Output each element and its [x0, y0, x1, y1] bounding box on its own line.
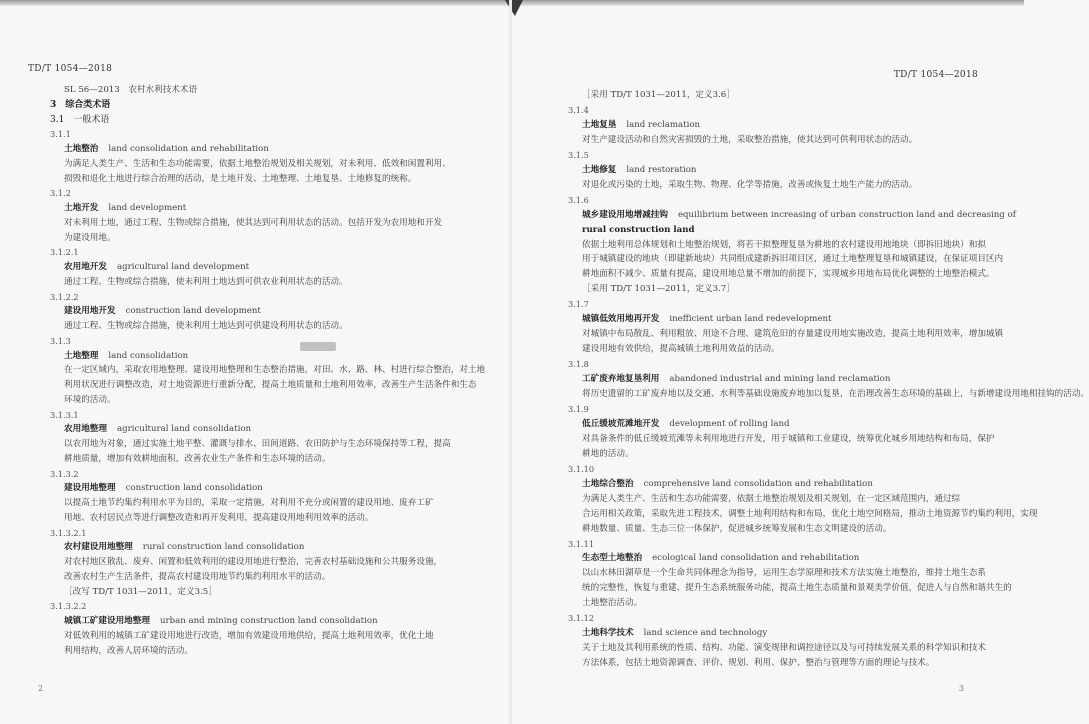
text-line: [64, 364, 490, 376]
clause-number: [50, 527, 490, 539]
text-line: [64, 630, 490, 642]
term-heading: [582, 313, 986, 325]
term-heading: [582, 209, 1016, 221]
line-text: 3.1.12: [568, 613, 595, 624]
clause-number: [568, 298, 986, 310]
line-text: 关于土地及其利用系统的性质、结构、功能、演变规律和调控途径以及与可持续发展关系的科学知识和技术: [582, 643, 986, 654]
clause-number: [50, 335, 490, 347]
line-text: 3.1.11: [568, 538, 595, 549]
text-line: [582, 493, 986, 505]
text-line: [64, 394, 490, 406]
term-heading: [64, 423, 490, 435]
line-text: 生态型土地整治: [582, 553, 643, 564]
line-text: 土地复垦: [582, 119, 617, 130]
line-text: 土地整治活动。: [582, 598, 643, 609]
text-line: [582, 433, 995, 445]
clause-number: [50, 600, 490, 612]
text-line: [582, 179, 986, 191]
line-text: 土地整治: [64, 144, 99, 154]
term-english: land reclamation: [626, 119, 701, 130]
text-line: [582, 523, 986, 535]
text-line: [582, 388, 1089, 400]
text-line: [64, 571, 490, 583]
line-text: 通过工程、生物或综合措施，使未利用土地达到可供农业利用状态的活动。: [64, 276, 348, 287]
term-english: construction land development: [125, 306, 261, 317]
term-heading: [582, 164, 986, 176]
line-text: 土地整理: [64, 350, 99, 361]
term-heading: [582, 418, 986, 430]
text-line: [582, 89, 986, 101]
left-page-number: 2: [38, 684, 44, 693]
line-text: 3.1.5: [568, 149, 589, 160]
clause-number: [568, 463, 986, 475]
clause-number: [568, 194, 986, 206]
term-english: development of rolling land: [669, 418, 790, 429]
line-text: 合运用相关政策，采取先进工程技术，调整土地利用结构和布局，优化土地空间格局，推动土地资源节约集约利用，实现: [582, 508, 1038, 519]
term-english: agricultural land consolidation: [116, 424, 252, 435]
term-heading: [64, 261, 490, 273]
line-text: 用于城镇建设的地块（即建新地块）共同组成建新拆旧项目区，通过土地整理复垦和城镇建设，在保证项目区内: [582, 254, 1004, 265]
text-line: [64, 217, 490, 229]
line-text: 损毁和退化土地进行综合治理的活动，是土地开发、土地整理、土地复垦、土地修复的统称。: [64, 173, 417, 184]
line-text: 以提高土地节约集约利用水平为目的，采取一定措施，对利用不充分或闲置的建设用地、废弃工矿: [64, 498, 434, 508]
line-text: 用地、农村居民点等进行调整改造和再开发利用，提高建设用地利用效率的活动。: [64, 512, 374, 523]
line-text: 城乡建设用地增减挂钩: [582, 209, 668, 220]
text-line: [64, 556, 490, 568]
term-english: equilibrium between increasing of urban construction land and decreasing of: [677, 209, 1016, 220]
line-text: 建设用地整理: [64, 483, 116, 494]
clause-number: [50, 187, 490, 199]
clause-number: [568, 149, 986, 161]
text-line: [582, 597, 986, 609]
line-text: 对城镇中布局散乱、利用粗放、用途不合理、建筑危旧的存量建设用地实施改造，提高土地利用效率，增加城镇: [582, 329, 1004, 340]
term-heading: [582, 373, 986, 385]
line-text: 建设用地开发: [64, 306, 116, 317]
text-line: [64, 586, 490, 598]
term-heading: [64, 541, 490, 553]
line-text: 土地开发: [64, 203, 99, 213]
term-english: construction land consolidation: [125, 483, 263, 494]
line-text: rural construction land: [582, 224, 695, 235]
text-line: [64, 173, 490, 185]
clause-number: [568, 104, 986, 116]
text-line: [64, 453, 490, 465]
text-line: [582, 642, 986, 654]
line-text: 方法体系，包括土地资源调查、评价、规划、利用、保护、整治与管理等方面的理论与技术。: [582, 658, 935, 669]
clause-number: [568, 612, 986, 624]
line-text: 环境的活动。: [64, 394, 116, 405]
line-text: 土地修复: [582, 164, 617, 175]
line-text: 农用地开发: [64, 262, 107, 272]
term-english: comprehensive land consolidation and rehabilitation: [643, 478, 873, 489]
line-text: 在一定区域内，采取农用地整理、建设用地整理和生态整治措施，对田、水、路、林、村进行综合整治，对土地: [64, 365, 486, 376]
line-text: 耕地的活动。: [582, 448, 634, 459]
line-text: 利用结构，改善人居环境的活动。: [64, 645, 193, 656]
line-text: 耕地质量，增加有效耕地面积，改善农业生产条件和生态环境的活动。: [64, 453, 331, 464]
term-english: land consolidation: [108, 350, 189, 361]
line-text: 3.1.6: [568, 194, 589, 205]
line-text: 3.1 一般术语: [50, 114, 110, 125]
line-text: 农用地整理: [64, 424, 107, 435]
term-english: rural construction land consolidation: [142, 542, 305, 553]
line-text: 对具备条件的低丘缓坡荒滩等未利用地进行开发，用于城镇和工业建设，统筹优化城乡用地结构和布局，保护: [582, 433, 995, 444]
line-text: 为建设用地。: [64, 232, 116, 243]
term-heading: [582, 552, 986, 564]
line-text: 低丘缓坡荒滩地开发: [582, 418, 660, 429]
text-line: [582, 268, 995, 280]
term-english: land consolidation and rehabilitation: [108, 144, 269, 154]
term-english: land science and technology: [643, 628, 768, 639]
term-heading: [64, 305, 490, 317]
section-heading: [50, 114, 490, 126]
line-text: 对未利用土地，通过工程、生物或综合措施，使其达到可利用状态的活动。包括开发为农用地和开发: [64, 217, 443, 228]
line-text: 3.1.3.2.2: [50, 601, 87, 612]
line-text: 对农村地区散乱、废弃、闲置和低效利用的建设用地进行整治，完善农村基础设施和公共服务设施，: [64, 557, 443, 567]
line-text: 3.1.2: [50, 188, 71, 199]
line-text: 依据土地利用总体规划和土地整治规划，将若干拟整理复垦为耕地的农村建设用地地块（即拆旧地块）和拟: [582, 239, 986, 250]
line-text: 3.1.3.2: [50, 468, 79, 479]
text-line: [582, 448, 986, 460]
term-heading: [64, 350, 490, 362]
line-text: 通过工程、生物或综合措施，使未利用土地达到可供建设利用状态的活动。: [64, 321, 348, 331]
line-text: 3.1.2.2: [50, 291, 79, 302]
line-text: 3.1.3.1: [50, 409, 79, 420]
line-text: 土地科学技术: [582, 628, 634, 639]
line-text: 以山水林田湖草是一个生命共同体理念为指导，运用生态学原理和技术方法实施土地整治，维持土地生态系: [582, 568, 986, 579]
text-line: [64, 438, 490, 450]
text-line: [582, 134, 986, 146]
line-text: 3.1.3: [50, 335, 71, 346]
text-line: [64, 497, 490, 509]
text-line: [582, 224, 986, 236]
term-heading: [64, 482, 490, 494]
clause-number: [50, 409, 490, 421]
line-text: 3.1.9: [568, 403, 589, 414]
text-line: [582, 657, 986, 669]
line-text: 3.1.4: [568, 104, 589, 115]
line-text: ［采用 TD/T 1031—2011，定义3.7］: [582, 284, 735, 295]
clause-number: [50, 246, 490, 258]
line-text: 城镇工矿建设用地整理: [64, 616, 150, 626]
text-line: [64, 232, 490, 244]
line-text: 利用状况进行调整改造，对土地资源进行重新分配，提高土地质量和土地利用效率，改善生产生活条件和生态: [64, 380, 477, 390]
clause-number: [568, 358, 986, 370]
clause-number: [568, 538, 986, 550]
text-line: [582, 253, 1004, 265]
clause-number: [50, 128, 490, 140]
line-text: 3.1.3.2.1: [50, 527, 87, 538]
line-text: 3.1.10: [568, 463, 595, 474]
text-line: [64, 645, 490, 657]
text-line: [64, 512, 490, 524]
line-text: 对低效利用的城镇工矿建设用地进行改造，增加有效建设用地供给，提高土地利用效率，优化土地: [64, 630, 434, 641]
section-heading: [50, 99, 490, 111]
line-text: 3 综合类术语: [50, 99, 111, 110]
line-text: 为满足人类生产、生活和生态功能需要，依据土地整治规划及相关规划，在一定区域范围内，通过综: [582, 493, 961, 504]
left-header-code: TD/T 1054—2018: [28, 64, 113, 74]
line-text: 建设用地有效供给，提高城镇土地利用效益的活动。: [582, 344, 780, 355]
term-english: ecological land consolidation and rehabilitation: [652, 553, 860, 564]
text-line: [582, 239, 986, 251]
line-text: 3.1.7: [568, 299, 589, 310]
term-heading: [582, 119, 986, 131]
clause-number: [50, 291, 490, 303]
term-english: inefficient urban land redevelopment: [669, 314, 832, 325]
text-line: [582, 283, 986, 295]
right-page-number: 3: [958, 684, 964, 693]
term-english: abandoned industrial and mining land reclamation: [669, 374, 891, 385]
line-text: SL 56—2013 农村水利技术术语: [64, 85, 198, 95]
text-line: [582, 508, 1038, 520]
scan-smudge: [300, 342, 336, 351]
term-english: land development: [108, 203, 187, 213]
clause-number: [568, 403, 986, 415]
left-page: [0, 0, 510, 724]
line-text: 城镇低效用地再开发: [582, 314, 660, 325]
line-text: 将历史遗留的工矿废弃地以及交通、水利等基础设施废弃地加以复垦，在治理改善生态环境的基础上，与新增建设用地相挂钩的活动。: [582, 389, 1089, 399]
term-english: agricultural land development: [116, 262, 250, 272]
text-line: [582, 567, 986, 579]
term-heading: [582, 627, 986, 639]
line-text: 3.1.2.1: [50, 247, 79, 258]
line-text: ［改写 TD/T 1031—2011，定义3.5］: [64, 586, 217, 597]
term-english: land restoration: [626, 164, 697, 175]
line-text: 对生产建设活动和自然灾害损毁的土地，采取整治措施，使其达到可供利用状态的活动。: [582, 134, 918, 145]
text-line: [582, 343, 986, 355]
line-text: 耕地数量、质量、生态三位一体保护，促进城乡统筹发展和生态文明建设的活动。: [582, 523, 892, 534]
line-text: 以农用地为对象，通过实施土地平整、灌溉与排水、田间道路、农田防护与生态环境保持等工程，提高: [64, 439, 451, 449]
text-line: [64, 320, 490, 332]
text-line: [582, 582, 1012, 594]
line-text: 3.1.8: [568, 359, 589, 370]
term-heading: [64, 202, 490, 214]
line-text: 耕地面积不减少、质量有提高，建设用地总量不增加的前提下，实现城乡用地布局优化调整的土地整治模式。: [582, 269, 995, 280]
text-line: [64, 158, 490, 170]
right-page: [512, 0, 1089, 724]
term-heading: [64, 143, 490, 155]
right-header-code: TD/T 1054—2018: [893, 70, 978, 80]
line-text: 对退化或污染的土地，采取生物、物理、化学等措施，改善或恢复土地生产能力的活动。: [582, 179, 918, 190]
line-text: 改善农村生产生活条件，提高农村建设用地节约集约利用水平的活动。: [64, 571, 331, 582]
term-heading: [582, 478, 986, 490]
line-text: 工矿废弃地复垦利用: [582, 374, 660, 385]
text-line: [64, 276, 490, 288]
line-text: 为满足人类生产、生活和生态功能需要，依据土地整治规划及相关规划，对未利用、低效和闲置利用、: [64, 158, 451, 169]
line-text: ［采用 TD/T 1031—2011，定义3.6］: [582, 90, 735, 100]
line-text: 3.1.1: [50, 129, 71, 140]
line-text: 统的完整性，恢复与重建、提升生态系统服务功能，提高土地生态质量和景观美学价值，促进人与自然和谐共生的: [582, 583, 1012, 594]
text-line: [64, 379, 490, 391]
term-english: urban and mining construction land consolidation: [159, 616, 378, 626]
term-heading: [64, 615, 490, 627]
line-text: 土地综合整治: [582, 478, 634, 489]
text-line: [582, 328, 1004, 340]
line-text: 农村建设用地整理: [64, 542, 133, 553]
clause-number: [50, 468, 490, 480]
text-line: [64, 84, 490, 96]
